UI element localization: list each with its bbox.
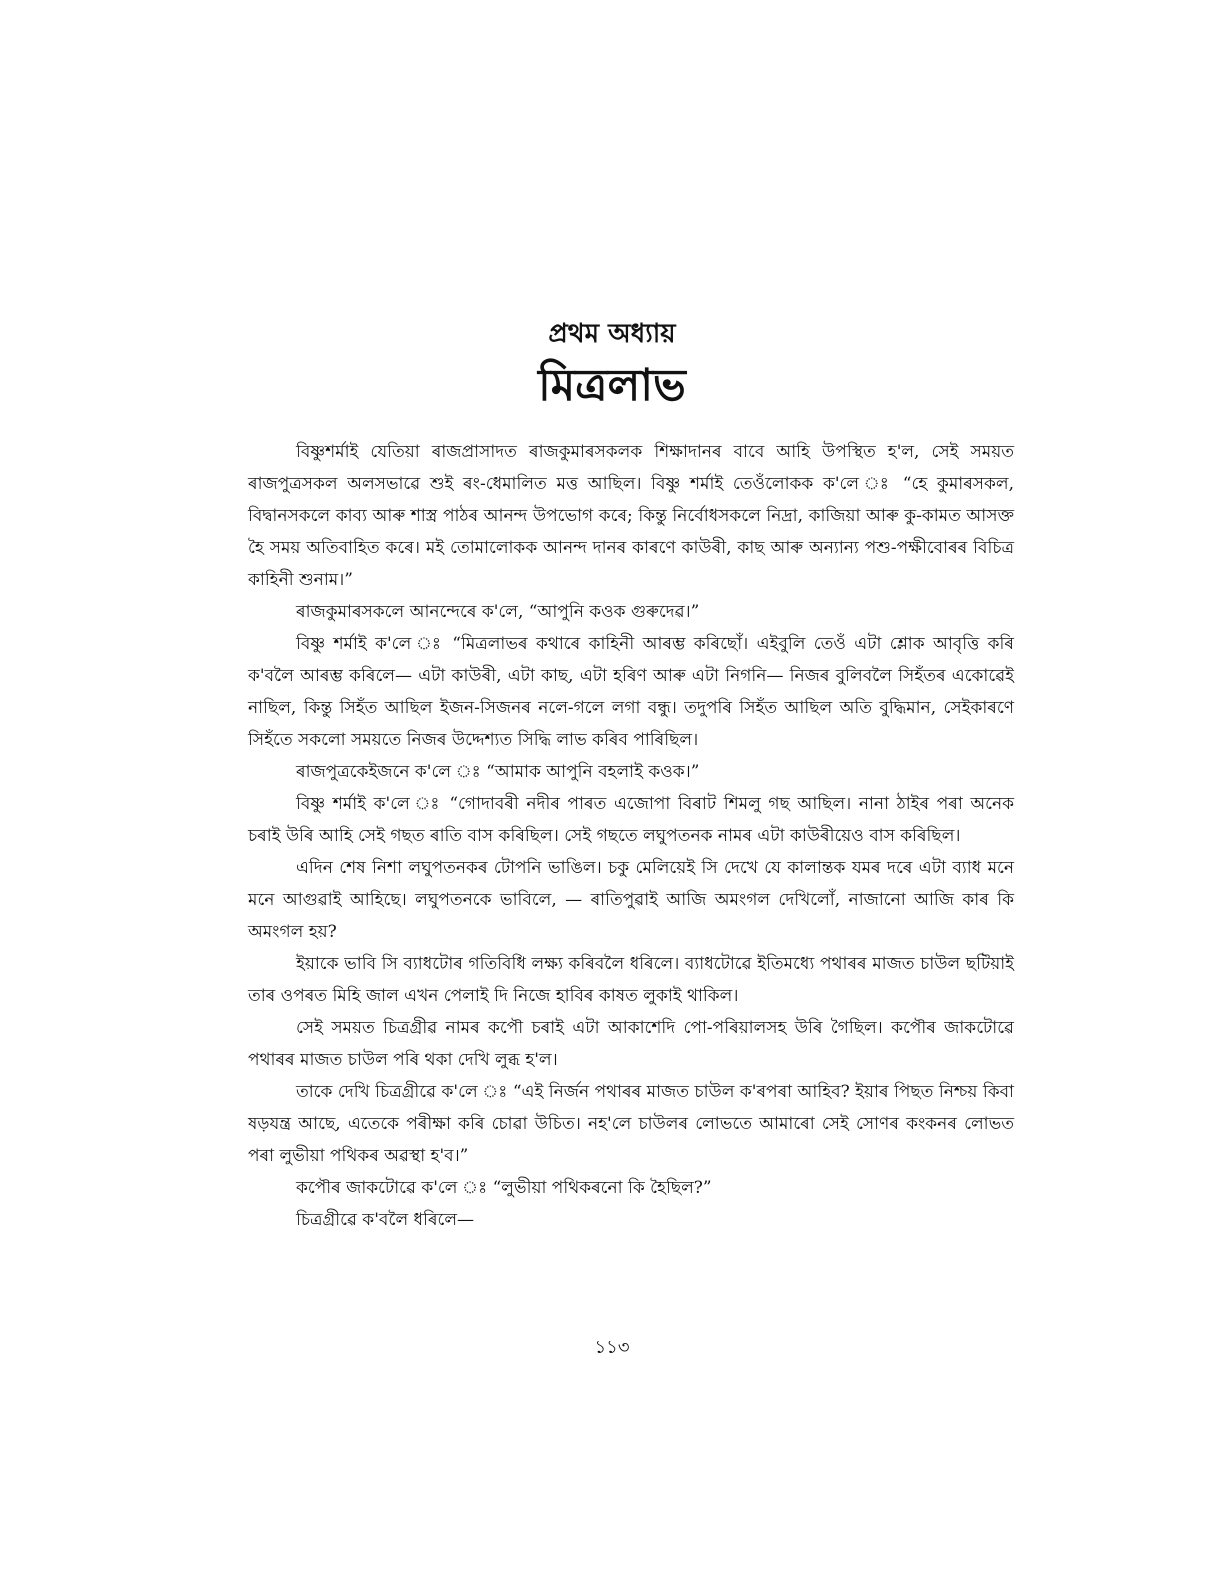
chapter-title: মিত্ৰলাভ bbox=[538, 360, 686, 411]
chapter-label: প্ৰথম অধ্যায় bbox=[548, 319, 676, 349]
paragraph: তাকে দেখি চিত্ৰগ্ৰীৱে ক'লে ঃ “এই নিৰ্জন পথাৰৰ মাজত চাউল ক'ৰপৰা আহিব? ইয়াৰ পিছত নিশ্চয় কিবা ষড়যন্ত্ৰ আছে, এতেকে পৰীক্ষা কৰি চোৱা উচিত। নহ'লে চাউলৰ লোভতে আমাৰো সেই সোণৰ কংকনৰ লোভত পৰা লুভীয়া পথিকৰ অৱস্থা হ'ব।” bbox=[248, 1082, 1014, 1166]
paragraph: চিত্ৰগ্ৰীৱে ক'বলৈ ধৰিলে— bbox=[296, 1210, 475, 1230]
paragraph: বিষ্ণুশৰ্মাই যেতিয়া ৰাজপ্ৰাসাদত ৰাজকুমাৰসকলক শিক্ষাদানৰ বাবে আহি উপস্থিত হ'ল, সেই সময়ত ৰাজপুত্ৰসকল অলসভাৱে শুই ৰং-ধেমালিত মত্ত আছিল। বিষ্ণু শৰ্মাই তেওঁলোকক ক'লে ঃ “হে কুমাৰসকল, বিদ্বানসকলে কাব্য আৰু শাস্ত্ৰ পাঠৰ আনন্দ উপভোগ কৰে; কিন্তু নিৰ্বোধসকলে নিদ্ৰা, কাজিয়া আৰু কু-কামত আসক্ত হৈ সময় অতিবাহিত কৰে। মই তোমালোকক আনন্দ দানৰ কাৰণে কাউৰী, কাছ আৰু অন্যান্য পশু-পক্ষীবোৰৰ বিচিত্ৰ কাহিনী শুনাম।” bbox=[248, 442, 1014, 590]
paragraph: ৰাজকুমাৰসকলে আনন্দেৰে ক'লে, “আপুনি কওক গুৰুদেৱ।” bbox=[296, 602, 700, 622]
paragraph: ৰাজপুত্ৰকেইজনে ক'লে ঃ “আমাক আপুনি বহলাই কওক।” bbox=[296, 762, 700, 782]
page-number: ১১৩ bbox=[594, 1337, 630, 1358]
paragraph: ইয়াকে ভাবি সি ব্যাধটোৰ গতিবিধি লক্ষ্য কৰিবলৈ ধৰিলে। ব্যাধটোৱে ইতিমধ্যে পথাৰৰ মাজত চাউল ছটিয়াই তাৰ ওপৰত মিহি জাল এখন পেলাই দি নিজে হাবিৰ কাষত লুকাই থাকিল। bbox=[248, 954, 1014, 1006]
paragraph: কপৌৰ জাকটোৱে ক'লে ঃ “লুভীয়া পথিকৰনো কি হৈছিল?” bbox=[296, 1178, 712, 1198]
paragraph: বিষ্ণু শৰ্মাই ক'লে ঃ “গোদাবৰী নদীৰ পাৰত এজোপা বিৰাট শিমলু গছ আছিল। নানা ঠাইৰ পৰা অনেক চৰাই উৰি আহি সেই গছত ৰাতি বাস কৰিছিল। সেই গছতে লঘুপতনক নামৰ এটা কাউৰীয়েও বাস কৰিছিল। bbox=[248, 794, 1014, 846]
paragraph: এদিন শেষ নিশা লঘুপতনকৰ টোপনি ভাঙিল। চকু মেলিয়েই সি দেখে যে কালান্তক যমৰ দৰে এটা ব্যাধ মনে মনে আগুৱাই আহিছে। লঘুপতনকে ভাবিলে, — ৰাতিপুৱাই আজি অমংগল দেখিলোঁ, নাজানো আজি কাৰ কি অমংগল হয়? bbox=[248, 858, 1014, 942]
paragraph: বিষ্ণু শৰ্মাই ক'লে ঃ “মিত্ৰলাভৰ কথাৰে কাহিনী আৰম্ভ কৰিছোঁ। এইবুলি তেওঁ এটা শ্লোক আবৃত্তি কৰি ক'বলৈ আৰম্ভ কৰিলে— এটা কাউৰী, এটা কাছ, এটা হৰিণ আৰু এটা নিগনি— নিজৰ বুলিবলৈ সিহঁতৰ একোৱেই নাছিল, কিন্তু সিহঁত আছিল ইজন-সিজনৰ নলে-গলে লগা বন্ধু। তদুপৰি সিহঁত আছিল অতি বুদ্ধিমান, সেইকাৰণে সিহঁতে সকলো সময়তে নিজৰ উদ্দেশ্যত সিদ্ধি লাভ কৰিব পাৰিছিল। bbox=[248, 634, 1014, 750]
paragraph: সেই সময়ত চিত্ৰগ্ৰীৱ নামৰ কপৌ চৰাই এটা আকাশেদি পো-পৰিয়ালসহ উৰি গৈছিল। কপৌৰ জাকটোৱে পথাৰৰ মাজত চাউল পৰি থকা দেখি লুব্ধ হ'ল। bbox=[248, 1018, 1014, 1070]
body-text bbox=[248, 436, 1014, 1236]
